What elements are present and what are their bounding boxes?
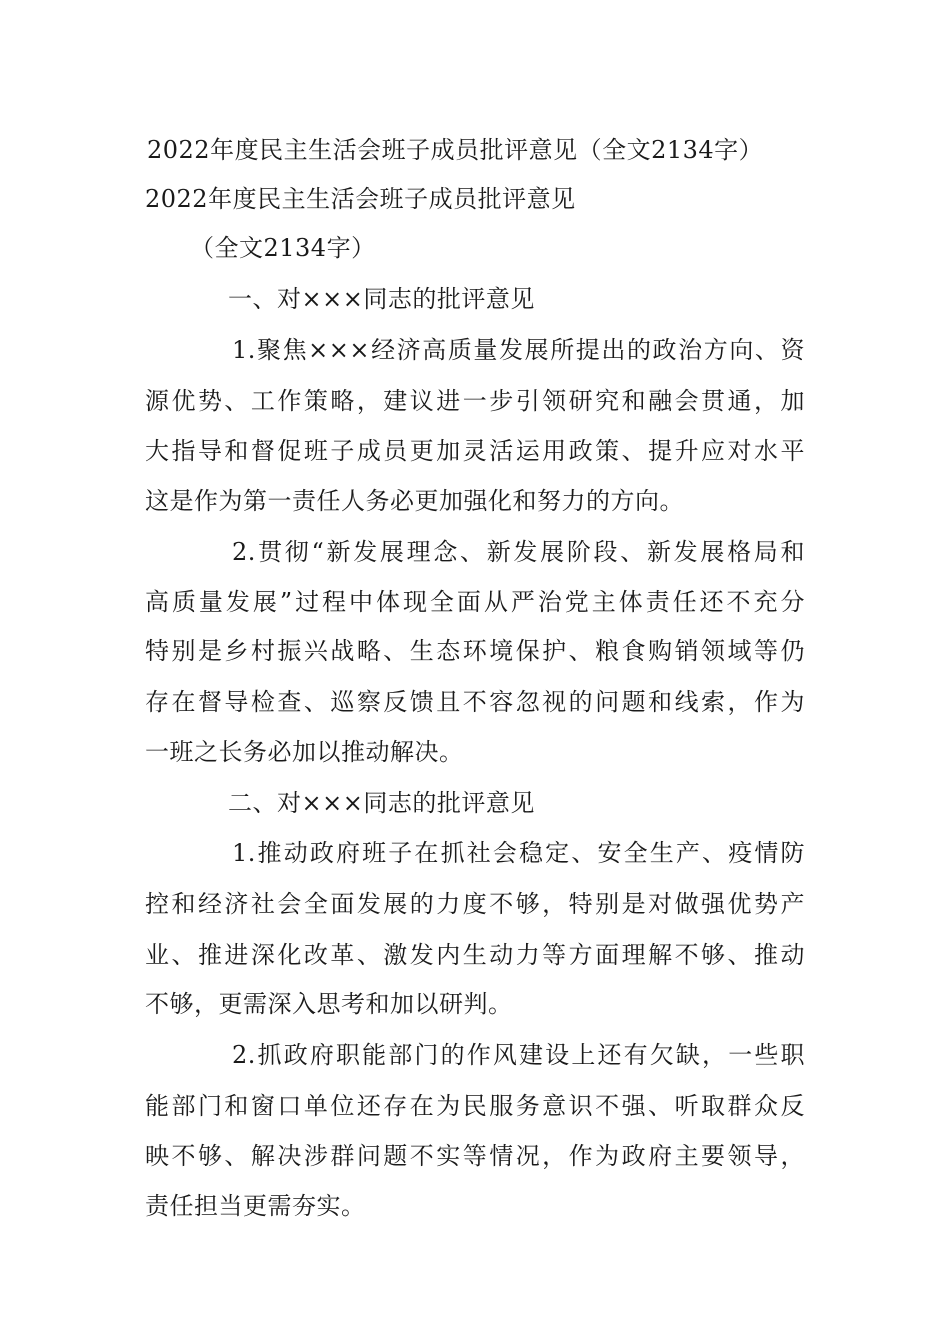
paragraph-line: 这是作为第一责任人务必更加强化和努力的方向。	[145, 487, 684, 515]
paragraph-line: 能部门和窗口单位还存在为民服务意识不强、听取群众反	[145, 1092, 805, 1120]
paragraph-line: 控和经济社会全面发展的力度不够，特别是对做强优势产	[145, 890, 805, 918]
paragraph-line: 1.聚焦×××经济高质量发展所提出的政治方向、资	[232, 336, 805, 364]
paragraph-line: 高质量发展”过程中体现全面从严治党主体责任还不充分	[145, 588, 805, 616]
paragraph-line: 存在督导检查、巡察反馈且不容忽视的问题和线索，作为	[145, 688, 805, 716]
paragraph-line: 不够，更需深入思考和加以研判。	[145, 990, 513, 1018]
document-title: 2022年度民主生活会班子成员批评意见（全文2134字）	[147, 136, 764, 164]
paragraph-line: 一班之长务必加以推动解决。	[145, 738, 464, 766]
word-count-note: （全文2134字）	[190, 234, 376, 262]
paragraph-line: 业、推进深化改革、激发内生动力等方面理解不够、推动	[145, 941, 805, 969]
paragraph-line: 特别是乡村振兴战略、生态环境保护、粮食购销领域等仍	[145, 637, 805, 665]
paragraph-line: 责任担当更需夯实。	[145, 1192, 366, 1220]
paragraph-line: 源优势、工作策略，建议进一步引领研究和融会贯通，加	[145, 387, 805, 415]
section-heading-2: 二、对×××同志的批评意见	[228, 789, 535, 817]
document-subtitle: 2022年度民主生活会班子成员批评意见	[145, 185, 576, 213]
paragraph-line: 映不够、解决涉群问题不实等情况，作为政府主要领导，	[145, 1142, 805, 1170]
paragraph-line: 大指导和督促班子成员更加灵活运用政策、提升应对水平	[145, 437, 805, 465]
paragraph-line: 1.推动政府班子在抓社会稳定、安全生产、疫情防	[232, 839, 805, 867]
section-heading-1: 一、对×××同志的批评意见	[228, 285, 535, 313]
paragraph-line: 2.贯彻“新发展理念、新发展阶段、新发展格局和	[232, 538, 805, 566]
paragraph-line: 2.抓政府职能部门的作风建设上还有欠缺，一些职	[232, 1041, 805, 1069]
